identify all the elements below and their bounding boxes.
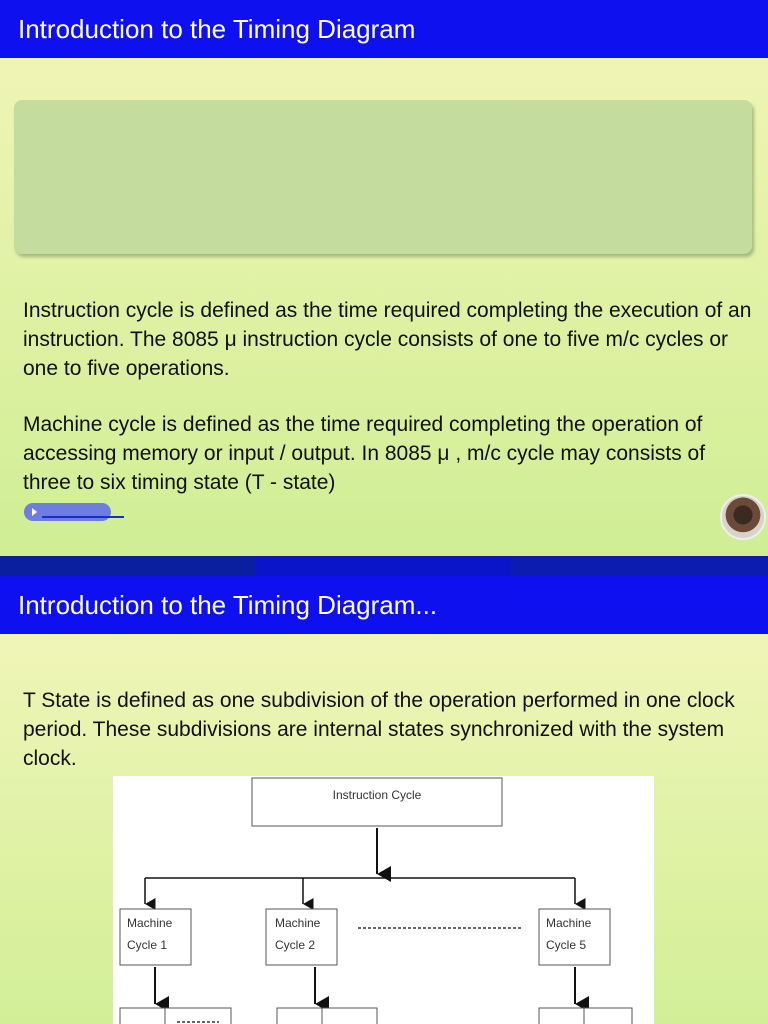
separator-segment <box>511 556 768 576</box>
play-button[interactable] <box>24 503 111 521</box>
mc2-line1: Machine <box>275 916 321 930</box>
slide-2-title: Introduction to the Timing Diagram... <box>0 576 768 634</box>
mc1-line2: Cycle 1 <box>127 938 168 952</box>
machine-cycle-paragraph: Machine cycle is defined as the time required completing the operation of accessing memory or input / output. In 8085 μ , m/c cycle may consists of three to six timing state (T - state) <box>23 413 706 494</box>
t-state-box <box>322 1008 377 1024</box>
diagram-svg <box>113 776 654 1024</box>
avatar <box>720 494 766 540</box>
mc1-line1: Machine <box>127 916 173 930</box>
mc5-line2: Cycle 5 <box>546 938 587 952</box>
t-state-box <box>120 1008 165 1024</box>
slide-1-title: Introduction to the Timing Diagram <box>0 0 768 58</box>
t-state-box <box>584 1008 632 1024</box>
instruction-cycle-diagram <box>113 776 654 1024</box>
slide-2 <box>0 576 768 1024</box>
progress-line <box>42 516 124 518</box>
instruction-cycle-label: Instruction Cycle <box>332 788 422 802</box>
separator-segment <box>0 556 255 576</box>
slide-1-content-box <box>14 100 752 254</box>
mc2-line2: Cycle 2 <box>275 938 316 952</box>
t-state-paragraph: T State is defined as one subdivision of the operation performed in one clock period. These subdivisions are internal states synchronized with the system clock. <box>23 689 735 770</box>
t-state-box <box>539 1008 584 1024</box>
separator-segment <box>255 556 511 576</box>
play-icon <box>32 508 37 516</box>
instruction-cycle-box <box>252 778 502 826</box>
instruction-cycle-paragraph: Instruction cycle is defined as the time required completing the execution of an instruction. The 8085 μ instruction cycle consists of one to five m/c cycles or one to five operations. <box>23 299 752 380</box>
t-state-box <box>277 1008 322 1024</box>
slide-separator <box>0 556 768 576</box>
mc5-line1: Machine <box>546 916 592 930</box>
